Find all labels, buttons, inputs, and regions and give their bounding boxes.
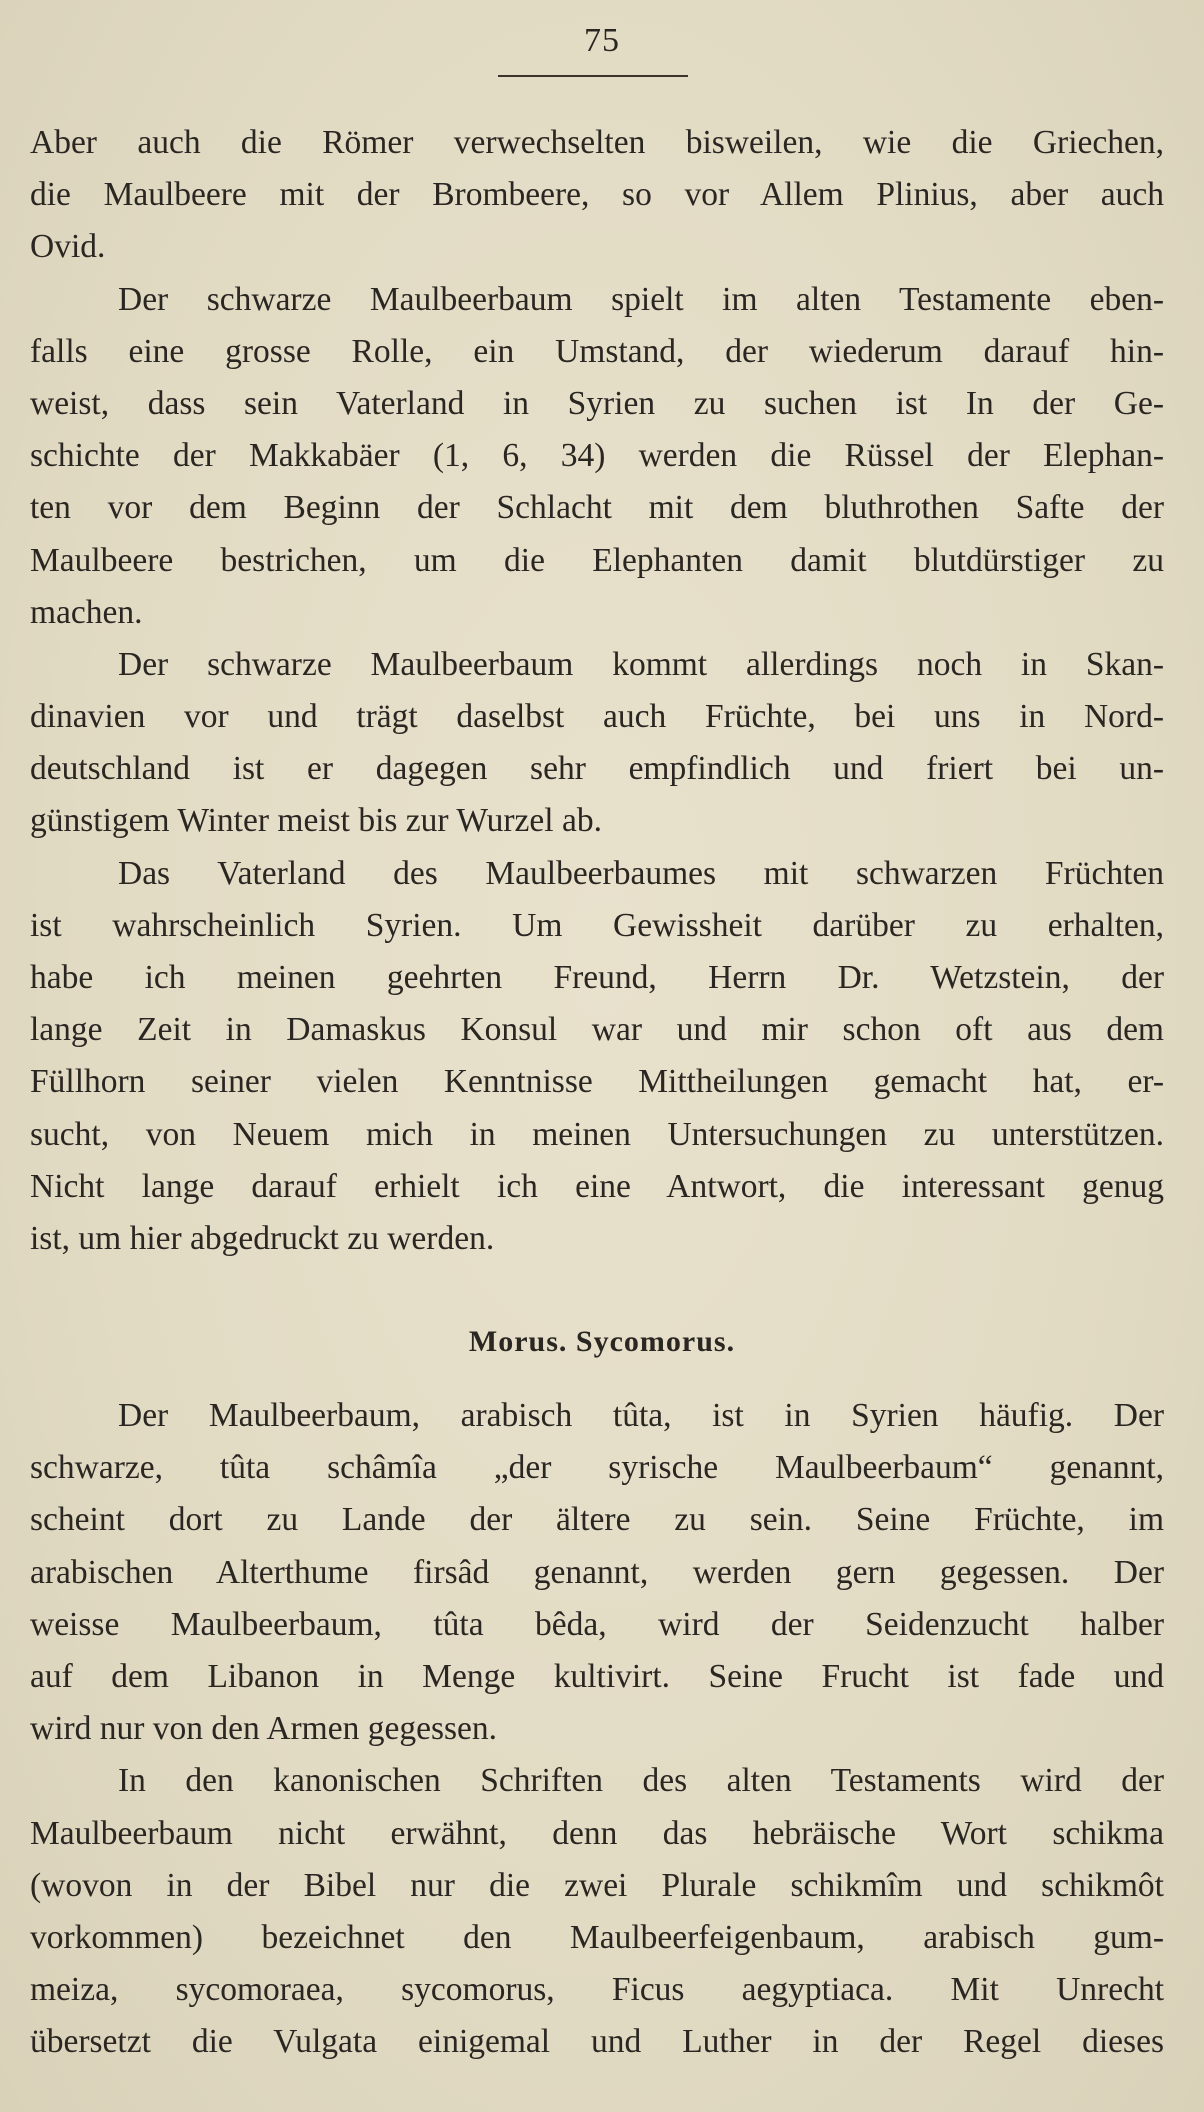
text-line: habe ich meinen geehrten Freund, Herrn Dr. Wetzstein, der: [30, 959, 1164, 996]
text-line: Nicht lange darauf erhielt ich eine Antwort, die interessant genug: [30, 1167, 1164, 1205]
text-line: Maulbeere bestrichen, um die Elephanten damit blutdürstiger zu: [30, 541, 1164, 579]
text-line: schichte der Makkabäer (1, 6, 34) werden die Rüssel der Elephan-: [30, 437, 1164, 475]
text-line: übersetzt die Vulgata einigemal und Luther in der Regel dieses: [30, 2023, 1164, 2061]
text-line: Der schwarze Maulbeerbaum spielt im alten Testamente eben-: [118, 280, 1164, 318]
text-line: Der Maulbeerbaum, arabisch tûta, ist in Syrien häufig. Der: [118, 1397, 1164, 1434]
text-line: scheint dort zu Lande der ältere zu sein. Seine Früchte, im: [30, 1501, 1164, 1539]
text-line: falls eine grosse Rolle, ein Umstand, der wiederum darauf hin-: [30, 332, 1164, 370]
text-line: ist wahrscheinlich Syrien. Um Gewissheit darüber zu erhalten,: [30, 906, 1164, 944]
section-heading: Morus. Sycomorus.: [468, 1325, 736, 1358]
text-line: vorkommen) bezeichnet den Maulbeerfeigenbaum, arabisch gum-: [30, 1918, 1164, 1956]
text-line: Ovid.: [30, 228, 106, 266]
text-line: weist, dass sein Vaterland in Syrien zu suchen ist In der Ge-: [30, 384, 1164, 422]
text-line: weisse Maulbeerbaum, tûta bêda, wird der Seidenzucht halber: [30, 1605, 1164, 1643]
page-number: 75: [584, 22, 620, 59]
text-line: Der schwarze Maulbeerbaum kommt allerdings noch in Skan-: [118, 645, 1164, 683]
text-line: lange Zeit in Damaskus Konsul war und mir schon oft aus dem: [30, 1011, 1164, 1049]
text-line: meiza, sycomoraea, sycomorus, Ficus aegyptiaca. Mit Unrecht: [30, 1971, 1164, 2009]
text-line: Maulbeerbaum nicht erwähnt, denn das hebräische Wort schikma: [30, 1814, 1164, 1852]
text-line: sucht, von Neuem mich in meinen Untersuchungen zu unterstützen.: [30, 1115, 1164, 1153]
text-line: auf dem Libanon in Menge kultivirt. Seine Frucht ist fade und: [30, 1657, 1164, 1695]
text-line: (wovon in der Bibel nur die zwei Plurale schikmîm und schikmôt: [30, 1866, 1164, 1904]
text-line: Das Vaterland des Maulbeerbaumes mit schwarzen Früchten: [118, 854, 1164, 892]
header-rule: [498, 75, 688, 77]
text-line: deutschland ist er dagegen sehr empfindlich und friert bei un-: [30, 750, 1164, 788]
text-line: günstigem Winter meist bis zur Wurzel ab.: [30, 802, 602, 840]
text-line: Füllhorn seiner vielen Kenntnisse Mittheilungen gemacht hat, er-: [30, 1063, 1164, 1101]
text-line: In den kanonischen Schriften des alten Testaments wird der: [118, 1762, 1164, 1800]
text-line: machen.: [30, 593, 143, 631]
text-line: arabischen Alterthume firsâd genannt, werden gern gegessen. Der: [30, 1553, 1164, 1591]
text-line: schwarze, tûta schâmîa „der syrische Maulbeerbaum“ genannt,: [30, 1449, 1164, 1487]
text-block-1: [30, 117, 1164, 1265]
text-line: dinavien vor und trägt daselbst auch Früchte, bei uns in Nord-: [30, 698, 1164, 736]
text-line: die Maulbeere mit der Brombeere, so vor Allem Plinius, aber auch: [30, 176, 1164, 214]
text-block-2: [30, 1390, 1164, 2068]
text-line: wird nur von den Armen gegessen.: [30, 1710, 498, 1748]
text-line: Aber auch die Römer verwechselten bisweilen, wie die Griechen,: [30, 124, 1164, 161]
text-line: ten vor dem Beginn der Schlacht mit dem bluthrothen Safte der: [30, 489, 1164, 527]
text-line: ist, um hier abgedruckt zu werden.: [30, 1219, 495, 1257]
